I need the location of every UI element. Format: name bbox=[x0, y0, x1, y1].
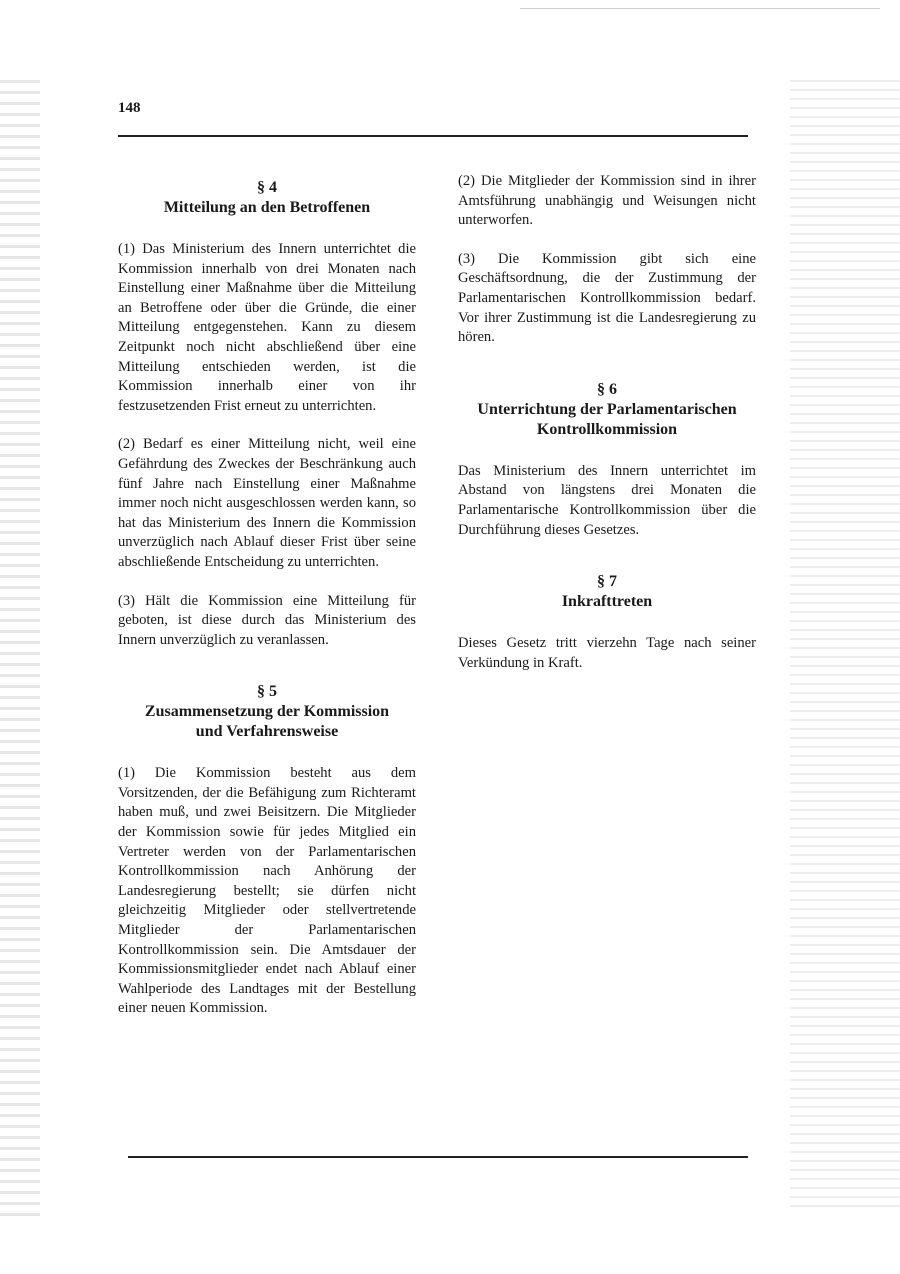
section-4 bbox=[118, 178, 416, 650]
section-title-line-1: Zusammensetzung der Kommission bbox=[144, 703, 390, 721]
section-number: § 6 bbox=[597, 380, 617, 398]
section-title-line-2: Kontrollkommission bbox=[536, 420, 678, 438]
scan-edge-right bbox=[790, 80, 900, 1210]
scan-edge-left bbox=[0, 80, 40, 1220]
paragraph: (2) Die Mitglieder der Kommission sind in ihrer Amtsführung unabhängig und Weisungen nicht unterworfen. bbox=[458, 173, 756, 229]
paragraph: (1) Das Ministerium des Innern unterrichtet die Kommission innerhalb von drei Monaten nach Einstellung einer Maßnahme über die Mitteilung an Betroffene oder über die Gründe, die einer Mitteilung entgegenstehen. Kann zu diesem Zeitpunkt noch nicht abschließend über eine Mitteilung entschieden werden, ist die Kommission innerhalb einer von ihr festzusetzenden Frist erneut zu unterrichten. bbox=[118, 241, 416, 414]
page-number: 148 bbox=[118, 100, 141, 116]
section-7 bbox=[458, 572, 756, 673]
section-number: § 5 bbox=[257, 683, 277, 701]
section-5 bbox=[118, 682, 416, 1019]
right-column bbox=[458, 172, 756, 673]
section-number: § 4 bbox=[257, 179, 277, 196]
paragraph: (1) Die Kommission besteht aus dem Vorsitzenden, der die Befähigung zum Richteramt haben muß, und zwei Beisitzern. Die Mitglieder der Kommission sowie für jedes Mitglied ein Vertreter werden von der Parlamentarischen Kontrollkommission nach Anhörung der Landesregierung bestellt; sie dürfen nicht gleichzeitig Mitglieder oder stellvertretende Mitglieder der Parlamentarischen Kontrollkommission sein. Die Amtsdauer der Kommissionsmitglieder endet nach Ablauf einer Wahlperiode des Landtages mit der Bestellung einer neuen Kommission. bbox=[118, 765, 416, 1017]
section-title: Inkrafttreten bbox=[561, 593, 653, 611]
left-column bbox=[118, 178, 416, 1019]
paragraph: (3) Hält die Kommission eine Mitteilung für geboten, ist diese durch das Ministerium des Innern unverzüglich zu veranlassen. bbox=[118, 592, 416, 648]
section-number: § 7 bbox=[597, 573, 617, 591]
paragraph: Das Ministerium des Innern unterrichtet im Abstand von längstens drei Monaten die Parlamentarische Kontrollkommission über die Durchführung dieses Gesetzes. bbox=[458, 462, 756, 538]
section-6 bbox=[458, 380, 756, 540]
section-title-line-2: und Verfahrensweise bbox=[195, 723, 339, 741]
section-title-line-1: Unterrichtung der Parlamentarischen bbox=[477, 400, 737, 418]
header-rule bbox=[118, 135, 748, 137]
section-title: Mitteilung an den Betroffenen bbox=[163, 199, 371, 216]
paragraph: (3) Die Kommission gibt sich eine Geschäftsordnung, die der Zustimmung der Parlamentarischen Kontrollkommission bedarf. Vor ihrer Zustimmung ist die Landesregierung zu hören. bbox=[458, 250, 756, 346]
paragraph: (2) Bedarf es einer Mitteilung nicht, weil eine Gefährdung des Zweckes der Beschränkung auch fünf Jahre nach Einstellung einer Maßnahme immer noch nicht ausgeschlossen werden kann, so hat das Ministerium des Innern die Kommission unverzüglich nach Ablauf dieser Frist über seine abschließende Entscheidung zu unterrichten. bbox=[118, 436, 416, 570]
footer-rule bbox=[128, 1156, 748, 1158]
paragraph: Dieses Gesetz tritt vierzehn Tage nach seiner Verkündung in Kraft. bbox=[458, 635, 756, 671]
section-5-continued bbox=[458, 172, 756, 348]
scan-artifact-line bbox=[520, 8, 880, 9]
